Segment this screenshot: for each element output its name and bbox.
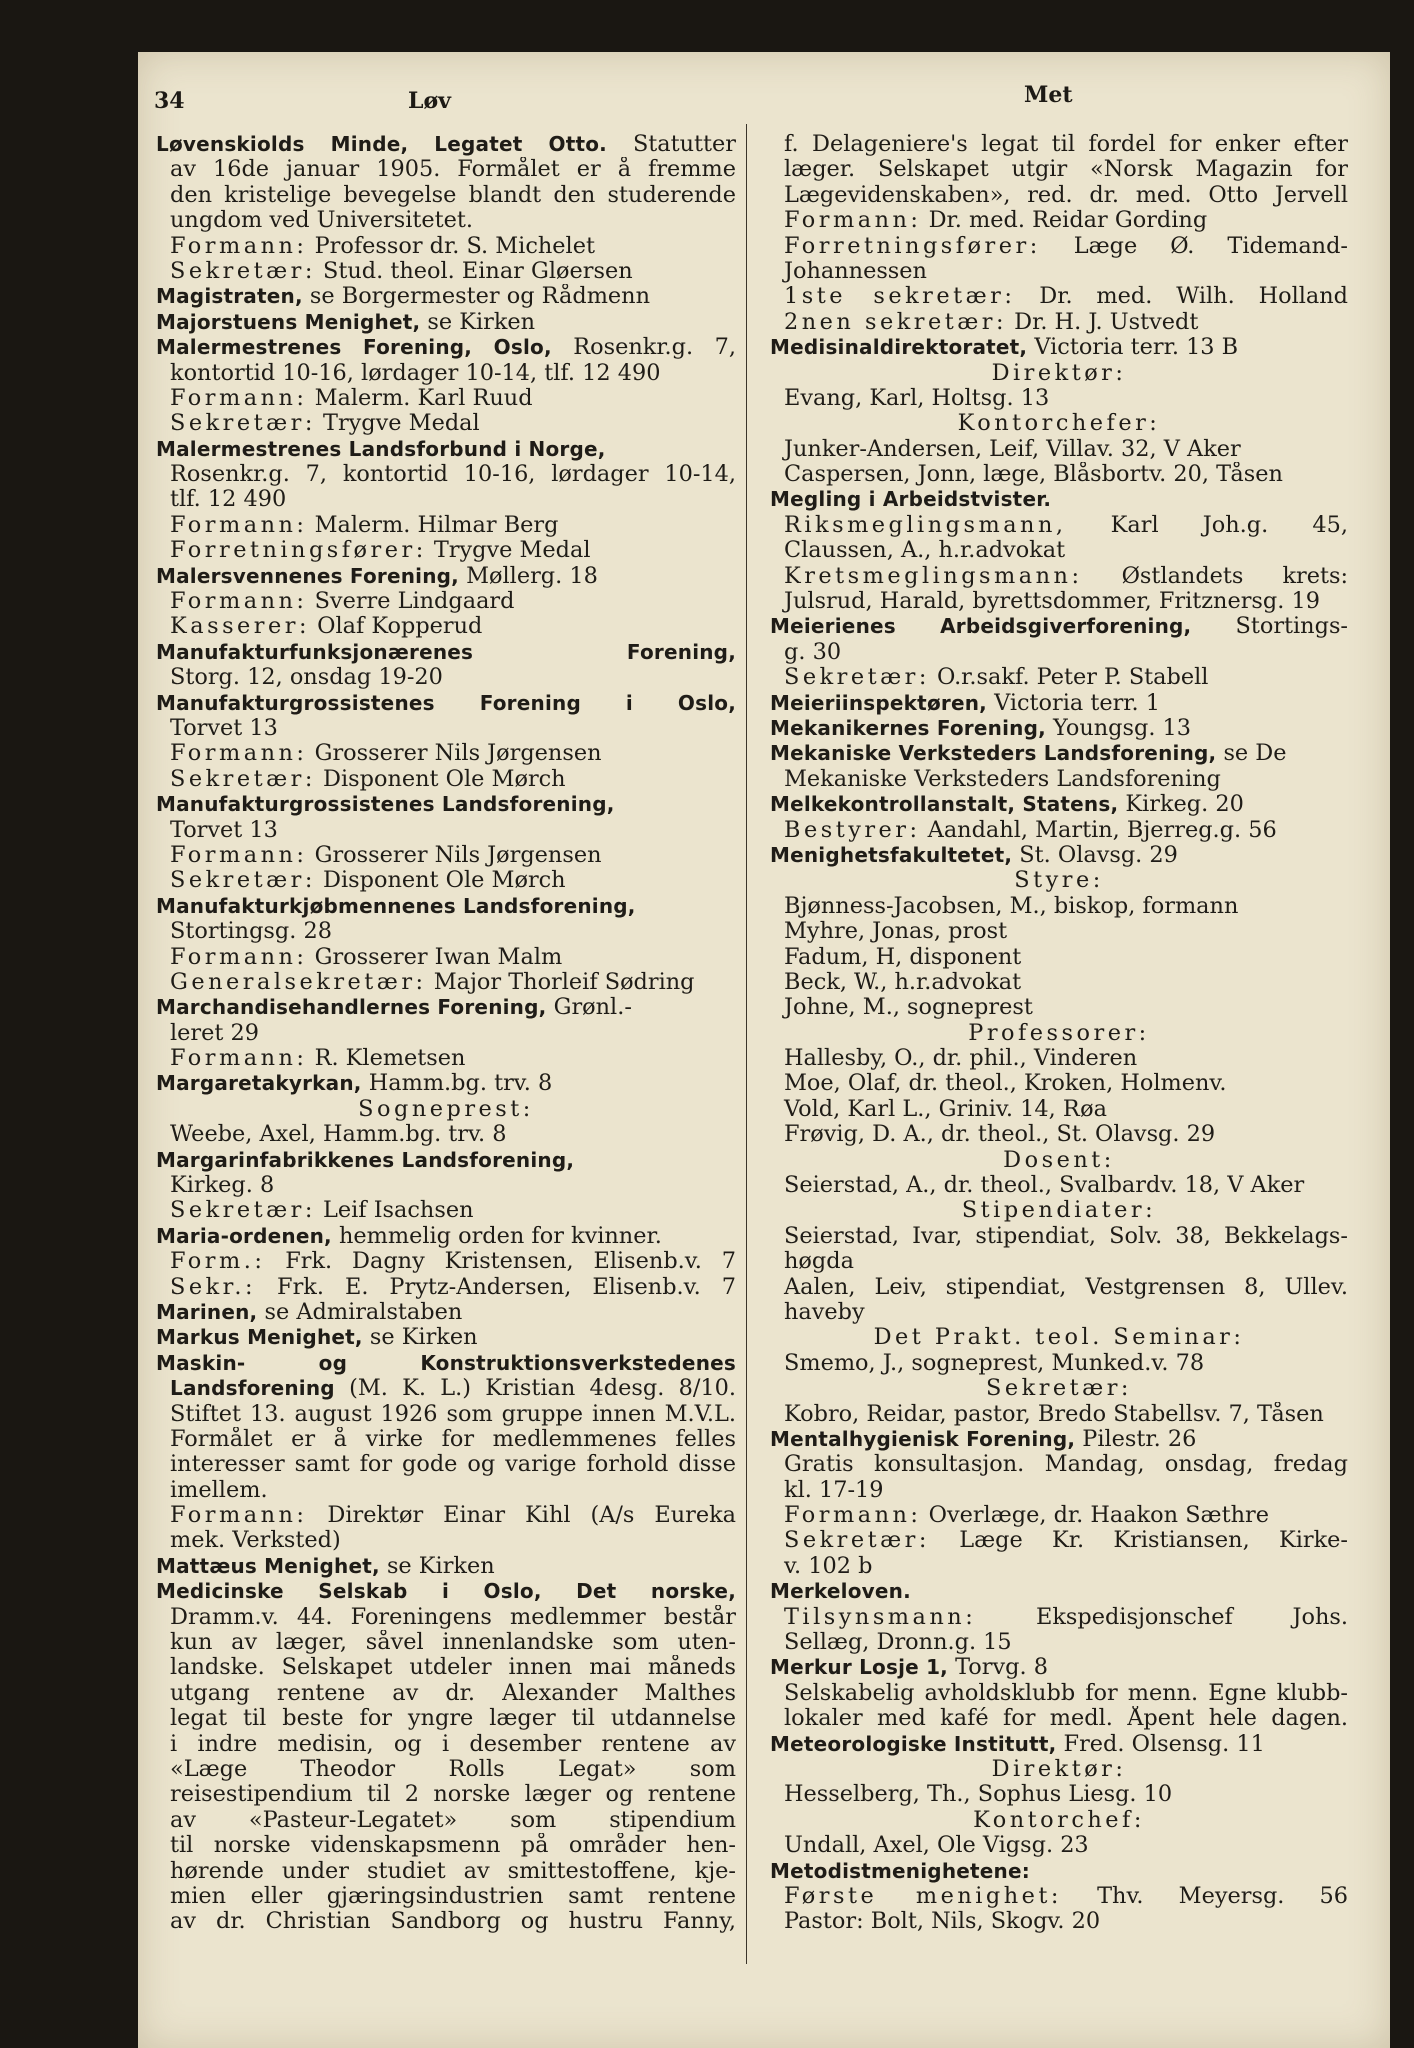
entry-heading-line [770, 1579, 1348, 1604]
entry-detail: Kirkeg. 20 [1118, 792, 1244, 818]
text-line: læger. Selskapet utgir «Norsk Magazin for [784, 157, 1348, 183]
entry-name: Maskin- og Konstruktionsverkstedenes [156, 1350, 736, 1375]
entry-name: Manufakturfunksjonærenes Forening, [156, 639, 736, 664]
role-label: Kasserer: [170, 614, 311, 640]
role-holder: Grosserer Nils Jørgensen [307, 741, 602, 767]
text-line: Seierstad, Ivar, stipendiat, Solv. 38, Bekkelags- [784, 1223, 1348, 1249]
entry-detail: Youngsg. 13 [1045, 715, 1192, 741]
text-line: Junker-Andersen, Leif, Villav. 32, V Aker [784, 436, 1241, 462]
role-holder: Disponent Ole Mørch [315, 766, 566, 792]
section-label-line [770, 1808, 1348, 1833]
text-line: Vold, Karl L., Griniv. 14, Røa [784, 1096, 1107, 1122]
text-line: lokaler med kafé for medl. Åpent hele dagen. [784, 1706, 1348, 1732]
entry-name: Marchandisehandlernes Forening, [156, 995, 547, 1020]
role-line [156, 1275, 736, 1300]
section-label-line [770, 361, 1348, 386]
role-line [770, 1528, 1348, 1553]
text-line: Stiftet 13. august 1926 som gruppe innen M.V.L. [170, 1401, 736, 1427]
role-line [770, 665, 1348, 690]
role-label: Formann: [170, 233, 308, 259]
text-line: kun av læger, såvel innenlandske som uten- [170, 1630, 736, 1656]
entry-name: Malermestrenes Landsforbund i Norge, [156, 436, 606, 461]
entry-detail: se Admiralstaben [257, 1299, 463, 1325]
text-line: Kirkeg. 8 [170, 1173, 275, 1199]
text-line: hørende under studiet av smittestoffene, kje- [170, 1858, 736, 1884]
entry-name: Meieriinspektøren, [770, 690, 987, 715]
text-line: Smemo, J., sogneprest, Munked.v. 78 [784, 1350, 1205, 1376]
section-label-line [770, 411, 1348, 436]
text-line: i indre medisin, og i desember rentene av [170, 1731, 736, 1757]
role-holder: Frk. E. Prytz-Andersen, Elisenb.v. 7 [256, 1274, 736, 1300]
text-line: utgang rentene av dr. Alexander Malthes [170, 1680, 736, 1706]
role-label: Sekretær: [170, 411, 316, 437]
role-label: Det Prakt. teol. Seminar: [873, 1325, 1245, 1351]
text-line: Undall, Axel, Ole Vigsg. 23 [784, 1833, 1089, 1859]
text-line: Frøvig, D. A., dr. theol., St. Olavsg. 29 [784, 1122, 1216, 1148]
text-line: høgda [784, 1249, 854, 1275]
role-line [770, 234, 1348, 259]
role-label: Formann: [170, 512, 308, 538]
role-label: Forretningsfører: [170, 538, 427, 564]
entry-heading-line [770, 1732, 1348, 1757]
section-label-line [770, 1148, 1348, 1173]
role-label: Kontorchef: [973, 1807, 1145, 1833]
entry-name: Margarinfabrikkenes Landsforening, [156, 1147, 575, 1172]
section-label-line [770, 1376, 1348, 1401]
text-line: Weebe, Axel, Hamm.bg. trv. 8 [170, 1122, 507, 1148]
role-holder: Trygve Medal [315, 411, 480, 437]
role-holder: Grosserer Nils Jørgensen [307, 842, 602, 868]
entry-name: Landsforening [170, 1376, 335, 1401]
role-holder: Overlæge, dr. Haakon Sæthre [921, 1503, 1269, 1529]
entry-heading-line [770, 792, 1348, 817]
entry-heading-line [156, 792, 736, 817]
role-line [770, 1884, 1348, 1909]
entry-detail: se Kirken [379, 1553, 495, 1579]
role-holder: Olaf Kopperud [310, 614, 483, 640]
text-line: Moe, Olaf, dr. theol., Kroken, Holmenv. [784, 1071, 1227, 1097]
role-label: Sekretær: [986, 1376, 1132, 1402]
text-line: av dr. Christian Sandborg og hustru Fanny, [170, 1909, 736, 1935]
role-line [156, 970, 736, 995]
role-line [156, 589, 736, 614]
role-line [156, 741, 736, 766]
text-line: Aalen, Leiv, stipendiat, Vestgrensen 8, Ullev. [784, 1274, 1348, 1300]
role-label: Formann: [784, 208, 922, 234]
text-line: Selskabelig avholdsklubb for menn. Egne klubb- [784, 1680, 1348, 1706]
role-holder: Thv. Meyersg. 56 [1061, 1883, 1348, 1909]
role-line [156, 1503, 736, 1528]
role-holder: Professor dr. S. Michelet [307, 233, 595, 259]
entry-detail: Statutter [606, 132, 736, 157]
role-line [156, 259, 736, 284]
entry-heading-line [156, 1071, 736, 1096]
entry-detail: se De [1216, 741, 1287, 767]
role-holder: Østlandets krets: [1082, 563, 1348, 589]
text-line: Sellæg, Dronn.g. 15 [784, 1630, 1012, 1656]
text-line: av 16de januar 1905. Formålet er å fremme [170, 157, 736, 183]
text-line: den kristelige bevegelse blandt den studerende [170, 182, 736, 208]
role-label: Formann: [170, 589, 308, 615]
text-line: kontortid 10-16, lørdager 10-14, tlf. 12 490 [170, 360, 661, 386]
entry-name: Mentalhygienisk Forening, [770, 1426, 1076, 1451]
section-label-line [770, 1021, 1348, 1046]
role-line [770, 208, 1348, 233]
entry-name: Malermestrenes Forening, Oslo, [156, 335, 552, 360]
role-label: 2nen sekretær: [784, 309, 1008, 335]
role-holder: Disponent Ole Mørch [315, 868, 566, 894]
text-line: «Læge Theodor Rolls Legat» som [170, 1757, 736, 1782]
entry-name: Medicinske Selskab i Oslo, Det norske, [156, 1579, 736, 1604]
role-holder: Leif Isachsen [315, 1198, 474, 1224]
role-label: Professorer: [968, 1020, 1150, 1046]
role-line [156, 868, 736, 893]
entry-heading-line [770, 716, 1348, 741]
page-number: 34 [154, 88, 185, 114]
entry-name: Mekaniske Verksteders Landsforening, [770, 741, 1217, 766]
entry-heading-line [156, 437, 736, 462]
entry-name: Megling i Arbeidstvister. [770, 487, 1052, 512]
role-line [156, 945, 736, 970]
entry-name: Menighetsfakultetet, [770, 842, 1013, 867]
entry-heading-line [156, 640, 736, 665]
entry-detail: Torvg. 8 [947, 1655, 1048, 1681]
text-line: Formålet er å virke for medlemmenes felles [170, 1426, 736, 1452]
entry-heading-line [770, 1655, 1348, 1680]
text-line: Hallesby, O., dr. phil., Vinderen [784, 1046, 1138, 1072]
role-label: Kretsmeglingsmann: [784, 563, 1083, 589]
entry-heading-line [770, 614, 1348, 639]
entry-heading-line [770, 741, 1348, 766]
text-line: landske. Selskapet utdeler innen mai måneds [170, 1655, 736, 1681]
entry-heading-line [156, 1554, 736, 1579]
role-holder: Aandahl, Martin, Bjerreg.g. 56 [920, 817, 1277, 843]
role-holder: Malerm. Hilmar Berg [307, 512, 559, 538]
text-line: leret 29 [170, 1020, 259, 1046]
entry-detail: Grønl.- [546, 995, 632, 1021]
role-label: Sekretær: [784, 665, 930, 691]
text-line: Lægevidenskaben», red. dr. med. Otto Jervell [784, 182, 1348, 208]
role-label: Sekretær: [784, 1528, 930, 1554]
role-label: Tilsynsmann: [784, 1604, 977, 1630]
entry-heading-line [156, 132, 736, 157]
entry-heading-line [156, 335, 736, 360]
entry-heading-line [156, 1325, 736, 1350]
entry-detail: se Kirken [420, 309, 536, 335]
text-line: Beck, W., h.r.advokat [784, 969, 1022, 995]
role-label: Direktør: [991, 360, 1127, 386]
role-holder: Malerm. Karl Ruud [307, 385, 533, 411]
role-holder: Dr. H. J. Ustvedt [1007, 309, 1199, 335]
entry-heading-line [770, 1427, 1348, 1452]
role-holder: Karl Joh.g. 45, [1066, 512, 1348, 538]
entry-detail: Victoria terr. 13 B [1027, 335, 1239, 361]
role-line [156, 538, 736, 563]
entry-name: Merkur Losje 1, [770, 1655, 948, 1680]
role-holder: R. Klemetsen [307, 1046, 466, 1072]
entry-name: Meierienes Arbeidsgiverforening, [770, 614, 1192, 639]
text-line: ungdom ved Universitetet. [170, 208, 474, 234]
entry-detail: (M. K. L.) Kristian 4desg. 8/10. [334, 1376, 736, 1402]
role-label: Kontorchefer: [957, 411, 1161, 437]
entry-name: Manufakturgrossistenes Forening i Oslo, [156, 690, 736, 715]
role-label: Formann: [170, 1503, 308, 1529]
entry-heading-line [156, 691, 736, 716]
role-holder: Major Thorleif Sødring [426, 969, 695, 995]
text-line: haveby [784, 1299, 865, 1325]
role-line [770, 310, 1348, 335]
entry-detail: Pilestr. 26 [1075, 1426, 1197, 1452]
right-column [770, 132, 1348, 1935]
entry-name: Mattæus Menighet, [156, 1553, 380, 1578]
entry-name: Majorstuens Menighet, [156, 309, 421, 334]
text-line: Johne, M., sogneprest [784, 995, 1033, 1021]
text-line: Evang, Karl, Holtsg. 13 [784, 385, 1050, 411]
text-line: Seierstad, A., dr. theol., Svalbardv. 18, V Aker [784, 1173, 1305, 1199]
text-line: Mekaniske Verksteders Landsforening [784, 766, 1221, 792]
entry-heading-line [156, 1351, 736, 1376]
role-label: Bestyrer: [784, 817, 921, 843]
role-line [156, 767, 736, 792]
text-line: g. 30 [784, 639, 842, 665]
role-line [156, 386, 736, 411]
entry-name: Melkekontrollanstalt, Statens, [770, 792, 1119, 817]
entry-heading-line [156, 894, 736, 919]
role-line [770, 1605, 1348, 1630]
role-line [156, 1249, 736, 1274]
section-label-line [156, 1097, 736, 1122]
entry-heading-line [156, 310, 736, 335]
entry-name: Magistraten, [156, 284, 303, 309]
text-line: Gratis konsultasjon. Mandag, onsdag, fredag [784, 1452, 1348, 1478]
section-label-line [770, 1757, 1348, 1782]
role-line [770, 564, 1348, 589]
entry-heading-line [156, 1224, 736, 1249]
role-line [770, 818, 1348, 843]
role-line [156, 1198, 736, 1223]
role-label: Sekretær: [170, 766, 316, 792]
role-label: Formann: [170, 741, 308, 767]
entry-heading-line [770, 335, 1348, 360]
role-holder: Grosserer Iwan Malm [307, 944, 563, 970]
entry-detail: Møllerg. 18 [458, 563, 598, 589]
entry-detail: St. Olavsg. 29 [1012, 842, 1178, 868]
entry-heading-line [156, 1300, 736, 1325]
text-line: legat til beste for yngre læger til utdannelse [170, 1706, 736, 1732]
entry-heading-line [156, 1148, 736, 1173]
entry-name: Mekanikernes Forening, [770, 715, 1046, 740]
entry-detail: se Kirken [362, 1325, 478, 1351]
text-line: Rosenkr.g. 7, kontortid 10-16, lørdager 10-14, [170, 462, 736, 488]
section-label-line [770, 1198, 1348, 1223]
role-label: Sogneprest: [358, 1096, 534, 1122]
entry-detail: Victoria terr. 1 [986, 690, 1161, 716]
column-divider [746, 124, 747, 1964]
text-line: mien eller gjæringsindustrien samt rentene [170, 1883, 736, 1909]
text-line: Hesselberg, Th., Sophus Liesg. 10 [784, 1782, 1173, 1808]
text-line: interesser samt for gode og varige forhold disse [170, 1452, 736, 1478]
text-line: f. Delageniere's legat til fordel for enker efter [784, 132, 1348, 157]
text-line: Storg. 12, onsdag 19-20 [170, 665, 443, 691]
entry-name: Manufakturkjøbmennenes Landsforening, [156, 893, 636, 918]
role-holder: Dr. med. Wilh. Holland [1015, 284, 1348, 310]
role-label: Forretningsfører: [784, 233, 1041, 259]
entry-name: Malersvennenes Forening, [156, 563, 459, 588]
entry-name: Metodistmenighetene: [770, 1858, 1030, 1883]
role-line [770, 284, 1348, 309]
entry-heading-line [156, 564, 736, 589]
entry-name: Manufakturgrossistenes Landsforening, [156, 792, 615, 817]
left-column [156, 132, 736, 1935]
role-holder: Læge Kr. Kristiansen, Kirke- [929, 1528, 1348, 1554]
entry-name: Marinen, [156, 1299, 258, 1324]
role-label: Stipendiater: [961, 1198, 1157, 1224]
entry-detail: Stortings- [1191, 614, 1348, 640]
text-line: kl. 17-19 [784, 1477, 884, 1503]
entry-name: Løvenskiolds Minde, Legatet Otto. [156, 132, 607, 156]
role-label: Riksmeglingsmann, [784, 512, 1067, 538]
role-label: Generalsekretær: [170, 969, 427, 995]
role-label: Sekretær: [170, 868, 316, 894]
entry-detail: Rosenkr.g. 7, [551, 335, 736, 361]
role-line [770, 513, 1348, 538]
role-label: Sekretær: [170, 258, 316, 284]
directory-page [138, 52, 1390, 2048]
entry-heading-line [156, 1376, 736, 1401]
text-line: tlf. 12 490 [170, 487, 287, 513]
role-line [156, 513, 736, 538]
role-label: Formann: [170, 385, 308, 411]
role-line [156, 1046, 736, 1071]
role-line [156, 234, 736, 259]
entry-heading-line [770, 1859, 1348, 1884]
text-line: Kobro, Reidar, pastor, Bredo Stabellsv. 7, Tåsen [784, 1401, 1324, 1427]
section-label-line [770, 1325, 1348, 1350]
entry-name: Margaretakyrkan, [156, 1071, 362, 1096]
role-label: Form.: [170, 1249, 266, 1275]
role-label: Formann: [170, 944, 308, 970]
role-holder: Direktør Einar Kihl (A/s Eureka [307, 1503, 736, 1529]
role-label: Formann: [170, 842, 308, 868]
text-line: Myhre, Jonas, prost [784, 919, 1008, 945]
role-holder: Dr. med. Reidar Gording [921, 208, 1208, 234]
role-label: Sekr.: [170, 1274, 257, 1300]
entry-detail: hemmelig orden for kvinner. [331, 1223, 662, 1249]
role-label: Dosent: [1003, 1147, 1115, 1173]
text-line: Stortingsg. 28 [170, 919, 332, 945]
role-holder: Ekspedisjonschef Johs. [976, 1604, 1348, 1630]
text-line: Fadum, H, disponent [784, 944, 1022, 970]
text-line: Torvet 13 [170, 715, 278, 741]
role-line [770, 1503, 1348, 1528]
role-holder: Sverre Lindgaard [307, 589, 515, 615]
section-label-line [770, 868, 1348, 893]
role-label: Første menighet: [784, 1883, 1062, 1909]
entry-heading-line [156, 995, 736, 1020]
guide-word-left: Løv [408, 88, 451, 114]
text-line: reisestipendium til 2 norske læger og rentene [170, 1782, 736, 1808]
entry-name: Medisinaldirektoratet, [770, 335, 1028, 360]
text-line: Dramm.v. 44. Foreningens medlemmer består [170, 1604, 736, 1630]
entry-detail: se Borgermester og Rådmenn [302, 284, 651, 310]
entry-name: Markus Menighet, [156, 1325, 363, 1350]
entry-detail: Hamm.bg. trv. 8 [361, 1071, 553, 1097]
role-label: Styre: [1014, 868, 1104, 894]
role-label: Formann: [170, 1046, 308, 1072]
entry-heading-line [770, 691, 1348, 716]
role-label: Formann: [784, 1503, 922, 1529]
text-line: Caspersen, Jonn, læge, Blåsbortv. 20, Tåsen [784, 462, 1283, 488]
entry-detail: Fred. Olsensg. 11 [1056, 1731, 1265, 1757]
text-line: v. 102 b [784, 1553, 873, 1579]
role-label: Sekretær: [170, 1198, 316, 1224]
role-line [156, 411, 736, 436]
page-header [138, 74, 1390, 114]
text-line: Claussen, A., h.r.advokat [784, 538, 1066, 564]
role-holder: Trygve Medal [426, 538, 591, 564]
entry-name: Meteorologiske Institutt, [770, 1731, 1057, 1756]
role-line [156, 843, 736, 868]
text-line: Johannessen [784, 258, 927, 284]
role-label: Direktør: [991, 1757, 1127, 1782]
role-holder: Frk. Dagny Kristensen, Elisenb.v. 7 [265, 1249, 736, 1275]
entry-heading-line [156, 284, 736, 309]
text-line: Bjønness-Jacobsen, M., biskop, formann [784, 893, 1239, 919]
entry-name: Maria-ordenen, [156, 1223, 332, 1248]
text-line: Julsrud, Harald, byrettsdommer, Fritznersg. 19 [784, 589, 1320, 615]
entry-heading-line [770, 843, 1348, 868]
text-line: mek. Verksted) [170, 1528, 341, 1554]
role-holder: O.r.sakf. Peter P. Stabell [929, 665, 1209, 691]
entry-name: Merkeloven. [770, 1579, 911, 1604]
entry-heading-line [770, 487, 1348, 512]
text-line: Torvet 13 [170, 817, 278, 843]
role-label: 1ste sekretær: [784, 284, 1016, 310]
text-line: Pastor: Bolt, Nils, Skogv. 20 [784, 1909, 1101, 1935]
entry-heading-line [156, 1579, 736, 1604]
text-line: imellem. [170, 1477, 268, 1503]
text-line: til norske videnskapsmenn på områder hen- [170, 1833, 736, 1859]
guide-word-right: Met [1024, 82, 1073, 108]
role-line [156, 614, 736, 639]
text-line: av «Pasteur-Legatet» som stipendium [170, 1807, 736, 1833]
role-holder: Læge Ø. Tidemand- [1040, 233, 1348, 259]
role-holder: Stud. theol. Einar Gløersen [315, 258, 633, 284]
